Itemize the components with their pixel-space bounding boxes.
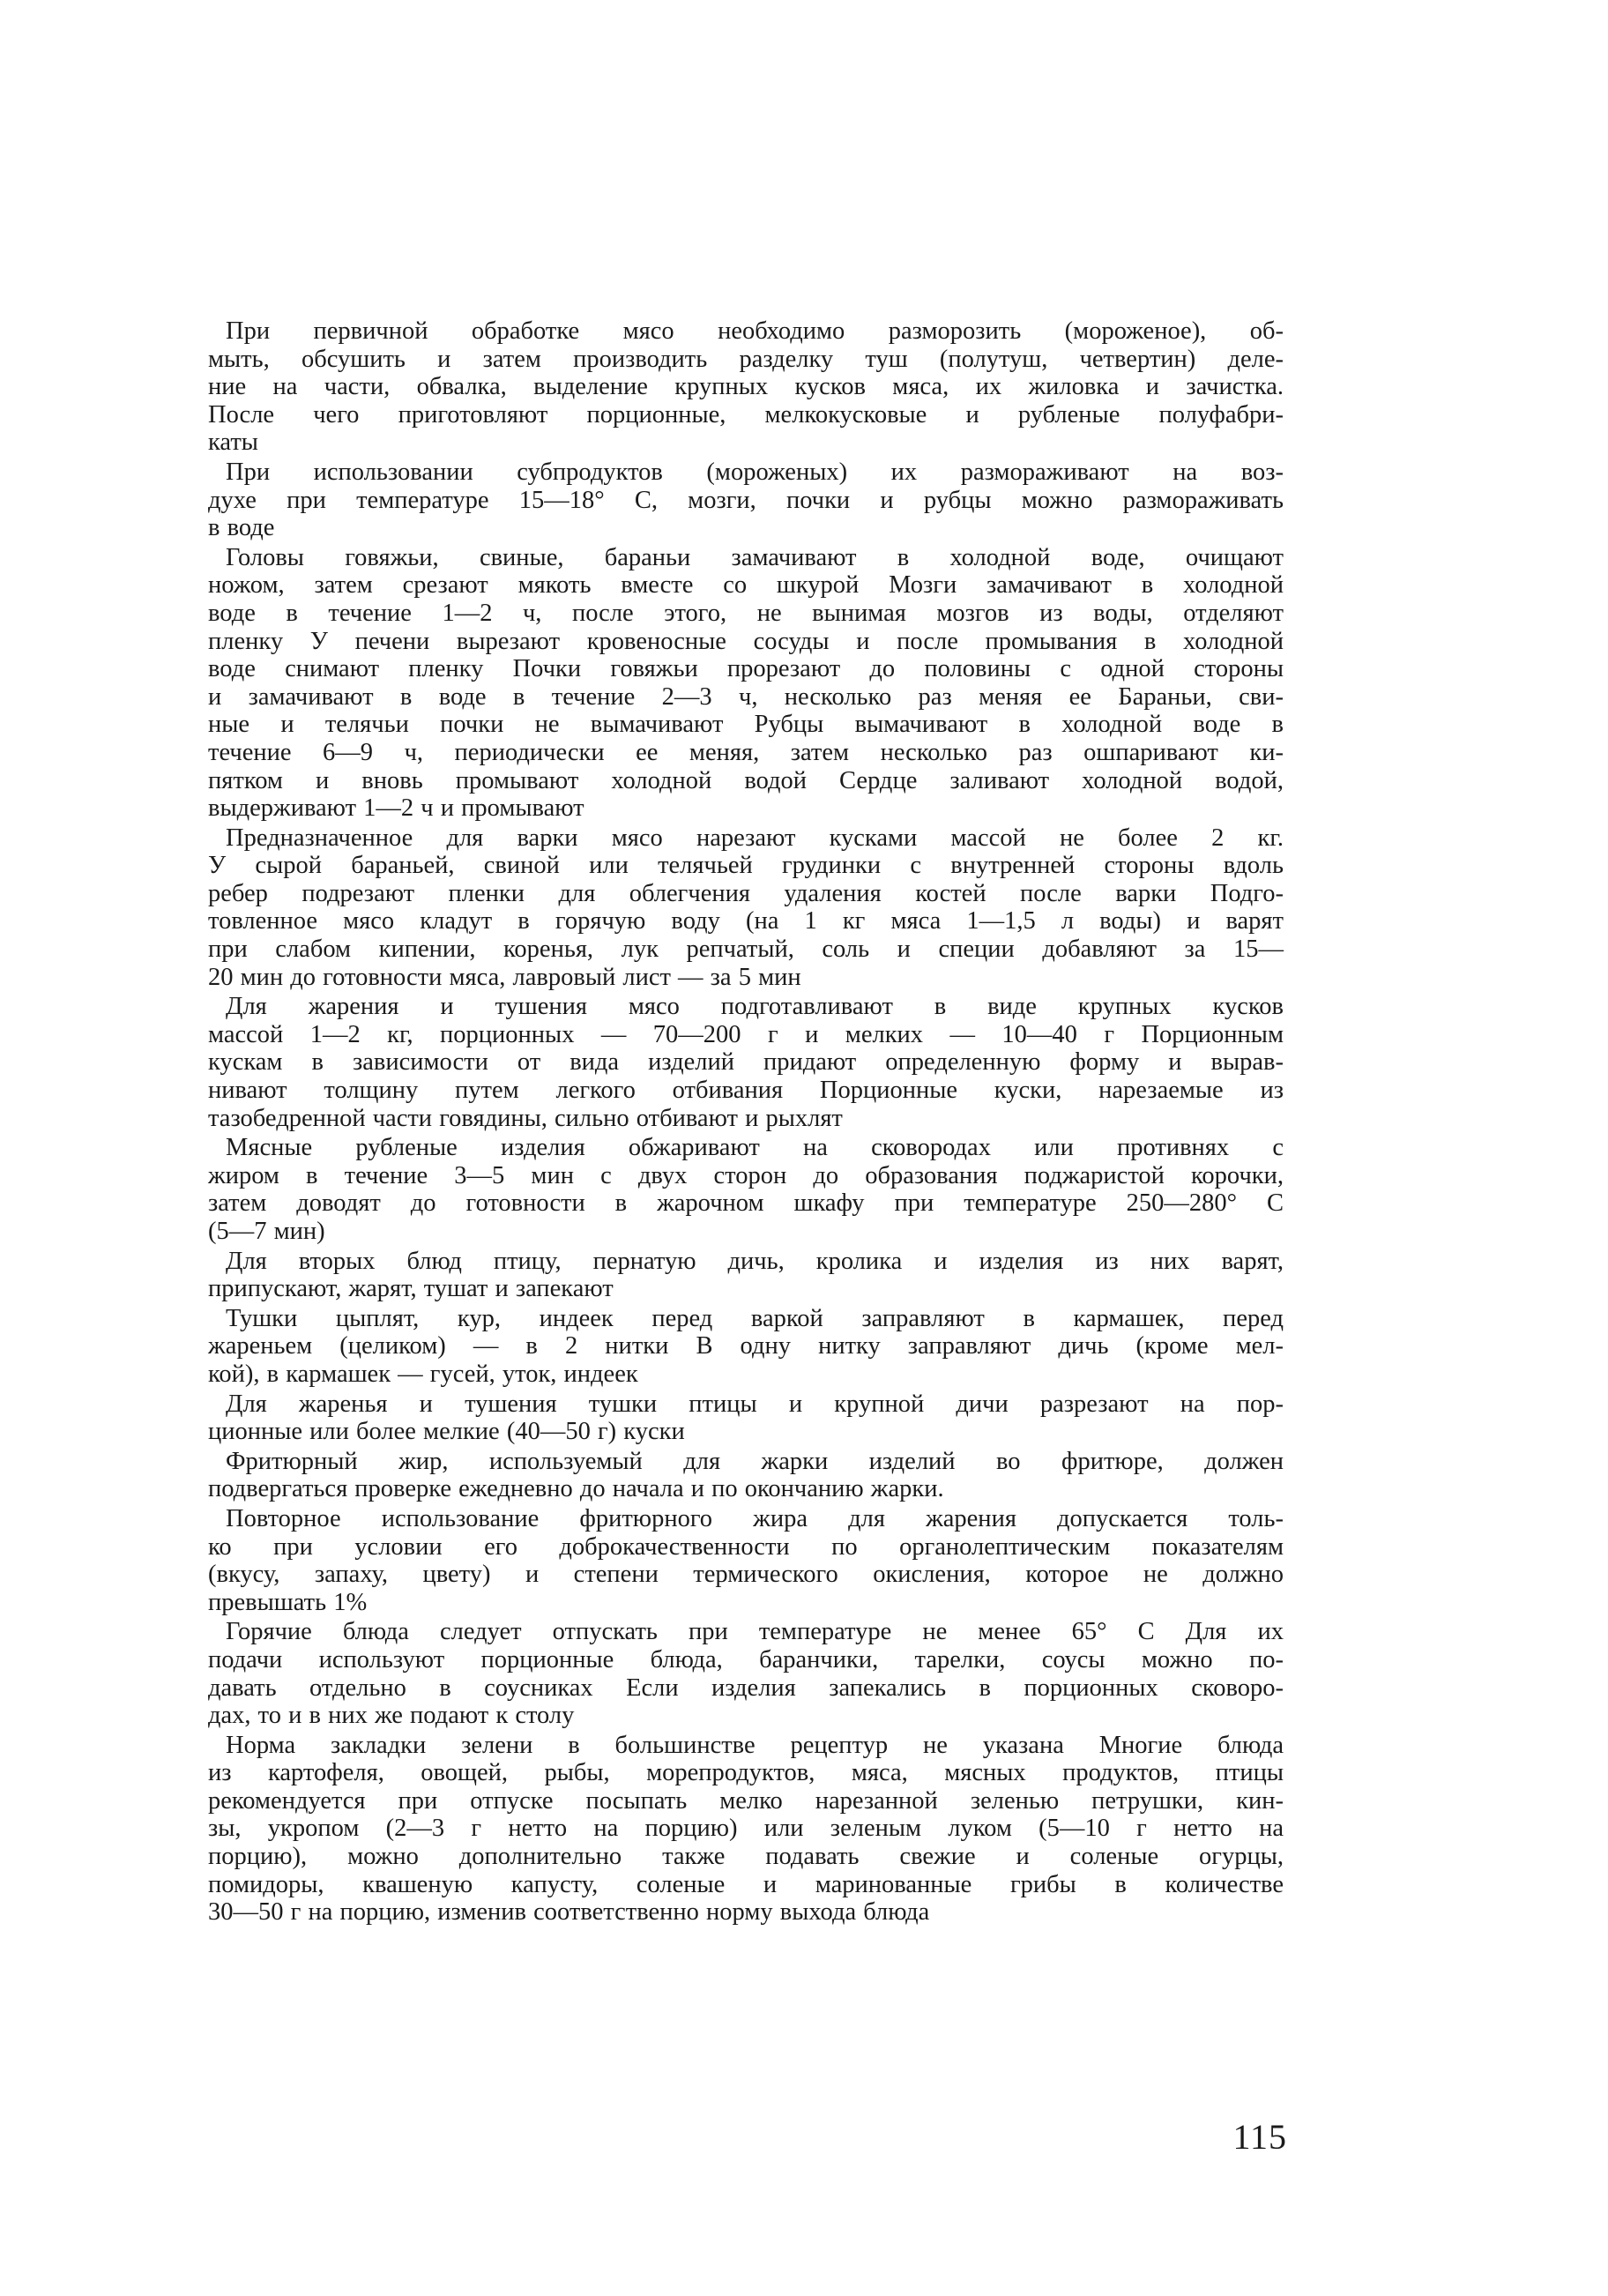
text-line: Повторное использование фритюрного жира для жарения допускается толь- — [226, 1504, 1284, 1532]
text-line: ножом, затем срезают мякоть вместе со шкурой Мозги замачивают в холодной — [208, 571, 1284, 600]
text-line: дах, то и в них же подают к столу — [208, 1702, 575, 1730]
text-line: ко при условии его доброкачественности по органолептическим показателям — [208, 1532, 1284, 1561]
text-line: течение 6—9 ч, периодически ее меняя, затем несколько раз ошпаривают ки- — [208, 738, 1284, 766]
paragraph — [208, 1448, 1284, 1503]
text-line: пленку У печени вырезают кровеносные сосуды и после промывания в холодной — [208, 627, 1284, 655]
text-line: массой 1—2 кг, порционных — 70—200 г и мелких — 10—40 г Порционным — [208, 1020, 1284, 1048]
text-line: подвергаться проверке ежедневно до начала и по окончанию жарки. — [208, 1475, 944, 1503]
text-line: Норма закладки зелени в большинстве рецептур не указана Многие блюда — [226, 1731, 1284, 1759]
text-line: давать отдельно в соусниках Если изделия запекались в порционных сковоро- — [208, 1674, 1284, 1702]
text-line: 20 мин до готовности мяса, лавровый лист — за 5 мин — [208, 963, 801, 991]
paragraph — [208, 824, 1284, 992]
text-line: воде снимают пленку Почки говяжьи прорезают до половины с одной стороны — [208, 655, 1284, 683]
text-line: выдерживают 1—2 ч и промывают — [208, 794, 584, 823]
text-line: рекомендуется при отпуске посыпать мелко нарезанной зеленью петрушки, кин- — [208, 1786, 1284, 1815]
paragraph — [208, 993, 1284, 1132]
text-line: ние на части, обвалка, выделение крупных кусков мяса, их жиловка и зачистка. — [208, 373, 1284, 401]
text-line: при слабом кипении, коренья, лук репчатый, соль и специи добавляют за 15— — [208, 936, 1284, 964]
text-line: Тушки цыплят, кур, индеек перед варкой заправляют в кармашек, перед — [226, 1304, 1284, 1332]
text-line: в воде — [208, 514, 275, 542]
text-line: припускают, жарят, тушат и запекают — [208, 1275, 614, 1303]
text-line: Предназначенное для варки мясо нарезают кусками массой не более 2 кг. — [226, 824, 1284, 852]
paragraph — [208, 1248, 1284, 1303]
paragraph — [208, 544, 1284, 823]
text-line: ционные или более мелкие (40—50 г) куски — [208, 1418, 685, 1446]
text-line: Для жарения и тушения мясо подготавливают в виде крупных кусков — [226, 993, 1284, 1021]
paragraph — [208, 1134, 1284, 1245]
paragraph — [208, 1732, 1284, 1927]
paragraph — [208, 1505, 1284, 1616]
text-line: кускам в зависимости от вида изделий придают определенную форму и вырав- — [208, 1048, 1284, 1077]
paragraph — [208, 458, 1284, 542]
text-line: После чего приготовляют порционные, мелкокусковые и рубленые полуфабри- — [208, 400, 1284, 429]
text-line: ребер подрезают пленки для облегчения удаления костей после варки Подго- — [208, 879, 1284, 907]
text-line: подачи используют порционные блюда, баранчики, тарелки, соусы можно по- — [208, 1645, 1284, 1674]
text-line: мыть, обсушить и затем производить разделку туш (полутуш, четвертин) деле- — [208, 345, 1284, 373]
text-line: из картофеля, овощей, рыбы, морепродуктов, мяса, мясных продуктов, птицы — [208, 1759, 1284, 1787]
text-line: жиром в течение 3—5 мин с двух сторон до образования поджаристой корочки, — [208, 1161, 1284, 1189]
text-line: Головы говяжьи, свиные, бараньи замачивают в холодной воде, очищают — [226, 543, 1284, 571]
text-line: нивают толщину путем легкого отбивания Порционные куски, нарезаемые из — [208, 1077, 1284, 1105]
text-line: Мясные рубленые изделия обжаривают на сковородах или противнях с — [226, 1134, 1284, 1162]
paragraph — [208, 1305, 1284, 1389]
text-line: зы, укропом (2—3 г нетто на порцию) или зеленым луком (5—10 г нетто на — [208, 1815, 1284, 1843]
text-line: кой), в кармашек — гусей, уток, индеек — [208, 1360, 638, 1388]
text-line: тазобедренной части говядины, сильно отбивают и рыхлят — [208, 1104, 843, 1132]
text-line: Горячие блюда следует отпускать при температуре не менее 65° С Для их — [226, 1618, 1284, 1646]
page-number: 115 — [1232, 2117, 1287, 2157]
text-line: пятком и вновь промывают холодной водой Сердце заливают холодной водой, — [208, 766, 1284, 794]
text-line: превышать 1% — [208, 1588, 368, 1616]
text-line: жареньем (целиком) — в 2 нитки В одну нитку заправляют дичь (кроме мел- — [208, 1332, 1284, 1360]
text-line: У сырой бараньей, свиной или телячьей грудинки с внутренней стороны вдоль — [208, 852, 1284, 880]
text-line: духе при температуре 15—18° С, мозги, почки и рубцы можно размораживать — [208, 486, 1284, 514]
text-line: 30—50 г на порцию, изменив соответственно норму выхода блюда — [208, 1898, 930, 1927]
text-line: (5—7 мин) — [208, 1218, 325, 1245]
text-line: порцию), можно дополнительно также подавать свежие и соленые огурцы, — [208, 1843, 1284, 1871]
paragraph — [208, 317, 1284, 457]
body-text — [208, 317, 1284, 1928]
text-line: (вкусу, запаху, цвету) и степени термического окисления, которое не должно — [208, 1561, 1284, 1589]
text-line: товленное мясо кладут в горячую воду (на 1 кг мяса 1—1,5 л воды) и варят — [208, 907, 1284, 936]
text-line: При первичной обработке мясо необходимо разморозить (мороженое), об- — [226, 317, 1284, 345]
text-line: и замачивают в воде в течение 2—3 ч, несколько раз меняя ее Бараньи, сви- — [208, 682, 1284, 711]
text-line: Для вторых блюд птицу, пернатую дичь, кролика и изделия из них варят, — [226, 1247, 1284, 1275]
paragraph — [208, 1618, 1284, 1729]
text-line: каты — [208, 429, 258, 457]
paragraph — [208, 1390, 1284, 1446]
text-line: Фритюрный жир, используемый для жарки изделий во фритюре, должен — [226, 1447, 1284, 1475]
text-line: воде в течение 1—2 ч, после этого, не вынимая мозгов из воды, отделяют — [208, 599, 1284, 627]
text-line: При использовании субпродуктов (мороженых) их размораживают на воз- — [226, 458, 1284, 486]
text-line: ные и телячьи почки не вымачивают Рубцы вымачивают в холодной воде в — [208, 711, 1284, 739]
text-line: затем доводят до готовности в жарочном шкафу при температуре 250—280° С — [208, 1189, 1284, 1218]
text-line: Для жаренья и тушения тушки птицы и крупной дичи разрезают на пор- — [226, 1390, 1284, 1418]
text-line: помидоры, квашеную капусту, соленые и маринованные грибы в количестве — [208, 1870, 1284, 1898]
